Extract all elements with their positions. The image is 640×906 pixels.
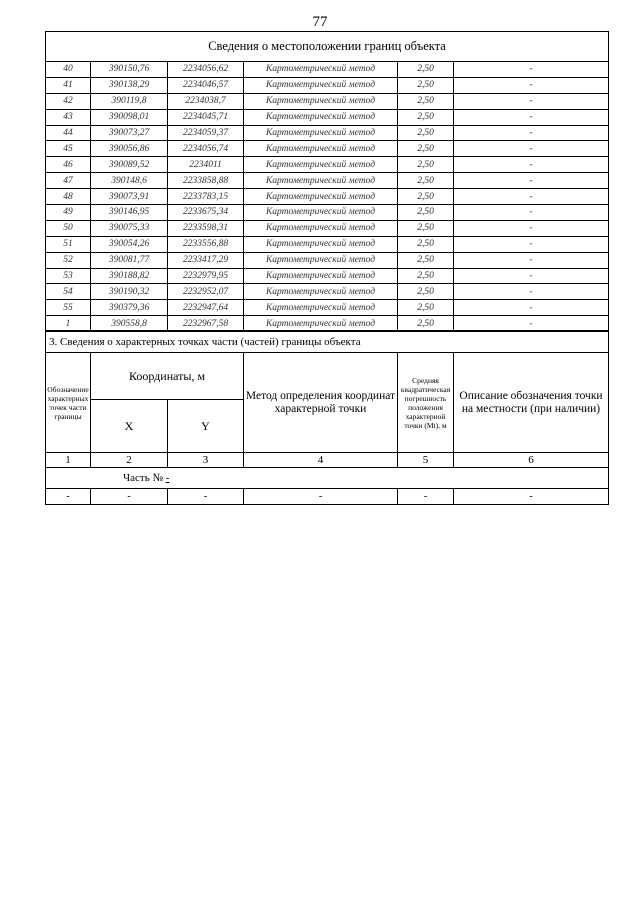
coord-y: 2232947,64 (168, 300, 244, 316)
table-row (46, 62, 609, 78)
boundary-points-table (45, 31, 609, 332)
description-cell: - (454, 173, 609, 189)
coord-y: 2233675,34 (168, 205, 244, 221)
empty-cell: - (168, 489, 244, 505)
table-row (46, 205, 609, 221)
accuracy-cell: 2,50 (398, 77, 454, 93)
coord-x: 390073,91 (91, 189, 168, 205)
empty-cell: - (398, 489, 454, 505)
method-cell: Картометрический метод (244, 141, 398, 157)
coord-x: 390148,6 (91, 173, 168, 189)
table-row (46, 125, 609, 141)
point-number: 43 (46, 109, 91, 125)
description-cell: - (454, 77, 609, 93)
description-cell: - (454, 157, 609, 173)
empty-cell: - (91, 489, 168, 505)
method-cell: Картометрический метод (244, 300, 398, 316)
header-method: Метод определения координат характерной точки (244, 353, 398, 453)
coord-y: 2234046,57 (168, 77, 244, 93)
point-number: 44 (46, 125, 91, 141)
coord-x: 390056,86 (91, 141, 168, 157)
accuracy-cell: 2,50 (398, 220, 454, 236)
description-cell: - (454, 284, 609, 300)
table-row (46, 220, 609, 236)
point-number: 40 (46, 62, 91, 78)
coord-x: 390119,8 (91, 93, 168, 109)
accuracy-cell: 2,50 (398, 157, 454, 173)
accuracy-cell: 2,50 (398, 189, 454, 205)
table-row (46, 93, 609, 109)
coord-y: 2234038,7 (168, 93, 244, 109)
coord-y: 2234045,71 (168, 109, 244, 125)
method-cell: Картометрический метод (244, 62, 398, 78)
coord-y: 2234059,37 (168, 125, 244, 141)
accuracy-cell: 2,50 (398, 109, 454, 125)
accuracy-cell: 2,50 (398, 268, 454, 284)
description-cell: - (454, 93, 609, 109)
column-number: 6 (454, 453, 609, 468)
coord-x: 390075,33 (91, 220, 168, 236)
point-number: 41 (46, 77, 91, 93)
point-number: 45 (46, 141, 91, 157)
point-number: 50 (46, 220, 91, 236)
coord-y: 2233598,31 (168, 220, 244, 236)
description-cell: - (454, 125, 609, 141)
description-cell: - (454, 316, 609, 332)
accuracy-cell: 2,50 (398, 316, 454, 332)
method-cell: Картометрический метод (244, 220, 398, 236)
point-number: 55 (46, 300, 91, 316)
part-value: - (165, 472, 170, 484)
column-number: 4 (244, 453, 398, 468)
column-number: 5 (398, 453, 454, 468)
page-number: 77 (312, 14, 328, 30)
description-cell: - (454, 62, 609, 78)
coord-y: 2233556,88 (168, 236, 244, 252)
coord-y: 2233417,29 (168, 252, 244, 268)
coord-y: 2232979,95 (168, 268, 244, 284)
point-number: 49 (46, 205, 91, 221)
coord-x: 390150,76 (91, 62, 168, 78)
accuracy-cell: 2,50 (398, 173, 454, 189)
description-cell: - (454, 220, 609, 236)
header-x: X (91, 400, 168, 453)
header-y: Y (168, 400, 244, 453)
description-cell: - (454, 300, 609, 316)
method-cell: Картометрический метод (244, 93, 398, 109)
table-row (46, 236, 609, 252)
table-row (46, 157, 609, 173)
coord-x: 390081,77 (91, 252, 168, 268)
coord-x: 390089,52 (91, 157, 168, 173)
method-cell: Картометрический метод (244, 236, 398, 252)
point-number: 52 (46, 252, 91, 268)
table-row (46, 141, 609, 157)
accuracy-cell: 2,50 (398, 125, 454, 141)
accuracy-cell: 2,50 (398, 236, 454, 252)
method-cell: Картометрический метод (244, 77, 398, 93)
header-accuracy: Средняя квадратическая погрешность положения характерной точки (Mt), м (398, 353, 454, 453)
coord-y: 2234056,74 (168, 141, 244, 157)
accuracy-cell: 2,50 (398, 300, 454, 316)
coord-y: 2233783,15 (168, 189, 244, 205)
accuracy-cell: 2,50 (398, 205, 454, 221)
description-cell: - (454, 236, 609, 252)
description-cell: - (454, 268, 609, 284)
method-cell: Картометрический метод (244, 316, 398, 332)
coord-y: 2233858,88 (168, 173, 244, 189)
table-row (46, 189, 609, 205)
column-number: 2 (91, 453, 168, 468)
coord-x: 390558,8 (91, 316, 168, 332)
table-row (46, 77, 609, 93)
description-cell: - (454, 109, 609, 125)
column-number: 3 (168, 453, 244, 468)
coord-x: 390054,26 (91, 236, 168, 252)
table-row (46, 173, 609, 189)
accuracy-cell: 2,50 (398, 284, 454, 300)
header-designation: Обозначение характерных точек части границы (46, 353, 91, 453)
table-row (46, 300, 609, 316)
accuracy-cell: 2,50 (398, 252, 454, 268)
table-row (46, 268, 609, 284)
description-cell: - (454, 252, 609, 268)
method-cell: Картометрический метод (244, 125, 398, 141)
coord-y: 2232967,58 (168, 316, 244, 332)
coord-x: 390379,36 (91, 300, 168, 316)
coord-x: 390190,32 (91, 284, 168, 300)
empty-cell: - (244, 489, 398, 505)
section-title: Сведения о местоположении границ объекта (46, 32, 609, 62)
accuracy-cell: 2,50 (398, 62, 454, 78)
description-cell: - (454, 189, 609, 205)
coord-x: 390188,82 (91, 268, 168, 284)
description-cell: - (454, 141, 609, 157)
accuracy-cell: 2,50 (398, 141, 454, 157)
coord-x: 390073,27 (91, 125, 168, 141)
method-cell: Картометрический метод (244, 189, 398, 205)
coord-x: 390098,01 (91, 109, 168, 125)
coord-x: 390146,95 (91, 205, 168, 221)
table-row (46, 252, 609, 268)
point-number: 47 (46, 173, 91, 189)
column-number: 1 (46, 453, 91, 468)
method-cell: Картометрический метод (244, 109, 398, 125)
method-cell: Картометрический метод (244, 157, 398, 173)
empty-cell: - (454, 489, 609, 505)
coord-x: 390138,29 (91, 77, 168, 93)
section3-title: 3. Сведения о характерных точках части (частей) границы объекта (46, 331, 609, 353)
method-cell: Картометрический метод (244, 284, 398, 300)
method-cell: Картометрический метод (244, 205, 398, 221)
part-number-row (46, 468, 609, 489)
header-description: Описание обозначения точки на местности (при наличии) (454, 353, 609, 453)
method-cell: Картометрический метод (244, 173, 398, 189)
method-cell: Картометрический метод (244, 252, 398, 268)
point-number: 51 (46, 236, 91, 252)
accuracy-cell: 2,50 (398, 93, 454, 109)
part-label: Часть № (123, 472, 163, 484)
header-coordinates: Координаты, м (91, 353, 244, 400)
point-number: 42 (46, 93, 91, 109)
table-row (46, 284, 609, 300)
point-number: 48 (46, 189, 91, 205)
description-cell: - (454, 205, 609, 221)
coord-y: 2232952,07 (168, 284, 244, 300)
point-number: 53 (46, 268, 91, 284)
table-row (46, 109, 609, 125)
coord-y: 2234011 (168, 157, 244, 173)
method-cell: Картометрический метод (244, 268, 398, 284)
point-number: 1 (46, 316, 91, 332)
empty-cell: - (46, 489, 91, 505)
part-points-table (45, 330, 609, 505)
point-number: 46 (46, 157, 91, 173)
coord-y: 2234056,62 (168, 62, 244, 78)
point-number: 54 (46, 284, 91, 300)
